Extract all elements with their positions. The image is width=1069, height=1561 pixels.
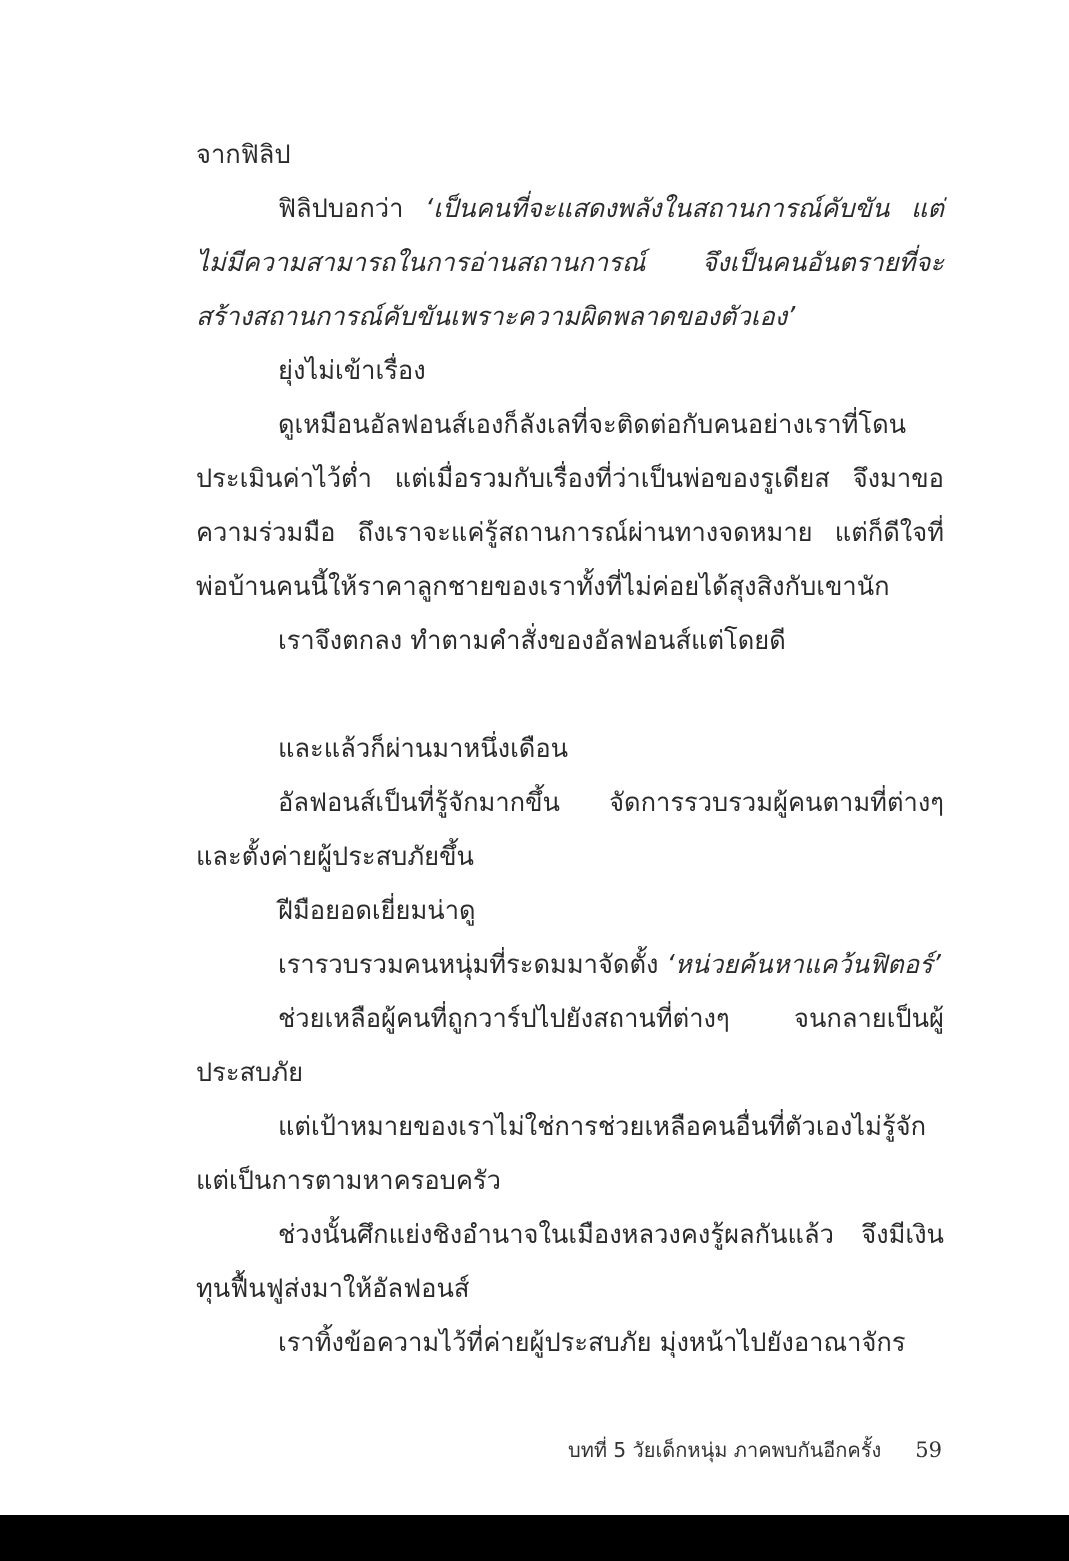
bottom-bar	[0, 1515, 1069, 1561]
paragraph: และแล้วก็ผ่านมาหนึ่งเดือน	[278, 734, 569, 764]
paragraph-quote	[196, 182, 944, 344]
paragraph: เราจึงตกลง ทำตามคำสั่งของอัลฟอนส์แต่โดยดี	[278, 626, 786, 656]
paragraph: เราทิ้งข้อความไว้ที่ค่ายผู้ประสบภัย มุ่งหน้าไปยังอาณาจักร	[278, 1328, 906, 1358]
italic-quote: ‘เป็นคนที่จะแสดงพลังในสถานการณ์คับขัน แต่ไม่มีความสามารถในการอ่านสถานการณ์ จึงเป็นคนอันตรายที่จะสร้างสถานการณ์คับขันเพราะความผิดพลาดของตัวเอง’	[196, 194, 944, 332]
quote-intro: เรารวบรวมคนหนุ่มที่ระดมมาจัดตั้ง	[278, 950, 667, 980]
paragraph: แต่เป้าหมายของเราไม่ใช่การช่วยเหลือคนอื่นที่ตัวเองไม่รู้จัก แต่เป็นการตามหาครอบครัว	[196, 1112, 927, 1196]
page-number: 59	[915, 1438, 942, 1462]
paragraph: ดูเหมือนอัลฟอนส์เองก็ลังเลที่จะติดต่อกับคนอย่างเราที่โดนประเมินค่าไว้ต่ำ แต่เมื่อรวมกับเรื่องที่ว่าเป็นพ่อของรูเดียส จึงมาขอความร่วมมือ ถึงเราจะแค่รู้สถานการณ์ผ่านทางจดหมาย แต่ก็ดีใจที่พ่อบ้านคนนี้ให้ราคาลูกชายของเราทั้งที่ไม่ค่อยได้สุงสิงกับเขานัก	[196, 410, 944, 602]
paragraph: อัลฟอนส์เป็นที่รู้จักมากขึ้น จัดการรวบรวมผู้คนตามที่ต่างๆ และตั้งค่ายผู้ประสบภัยขึ้น	[196, 788, 944, 872]
paragraph: จากฟิลิป	[196, 140, 291, 170]
page-body	[196, 128, 944, 1370]
page-footer	[196, 1430, 942, 1470]
italic-quote: ‘หน่วยค้นหาแคว้นฟิตอร์’	[666, 950, 941, 980]
chapter-title: บทที่ 5 วัยเด็กหนุ่ม ภาคพบกันอีกครั้ง	[568, 1438, 882, 1462]
paragraph-quote	[196, 938, 944, 992]
paragraph: ฝีมือยอดเยี่ยมน่าดู	[278, 896, 476, 926]
quote-intro: ฟิลิปบอกว่า	[278, 194, 426, 224]
paragraph: ช่วยเหลือผู้คนที่ถูกวาร์ปไปยังสถานที่ต่างๆ จนกลายเป็นผู้ประสบภัย	[196, 1004, 944, 1088]
paragraph: ยุ่งไม่เข้าเรื่อง	[278, 356, 426, 386]
paragraph: ช่วงนั้นศึกแย่งชิงอำนาจในเมืองหลวงคงรู้ผลกันแล้ว จึงมีเงินทุนฟื้นฟูส่งมาให้อัลฟอนส์	[196, 1220, 944, 1304]
